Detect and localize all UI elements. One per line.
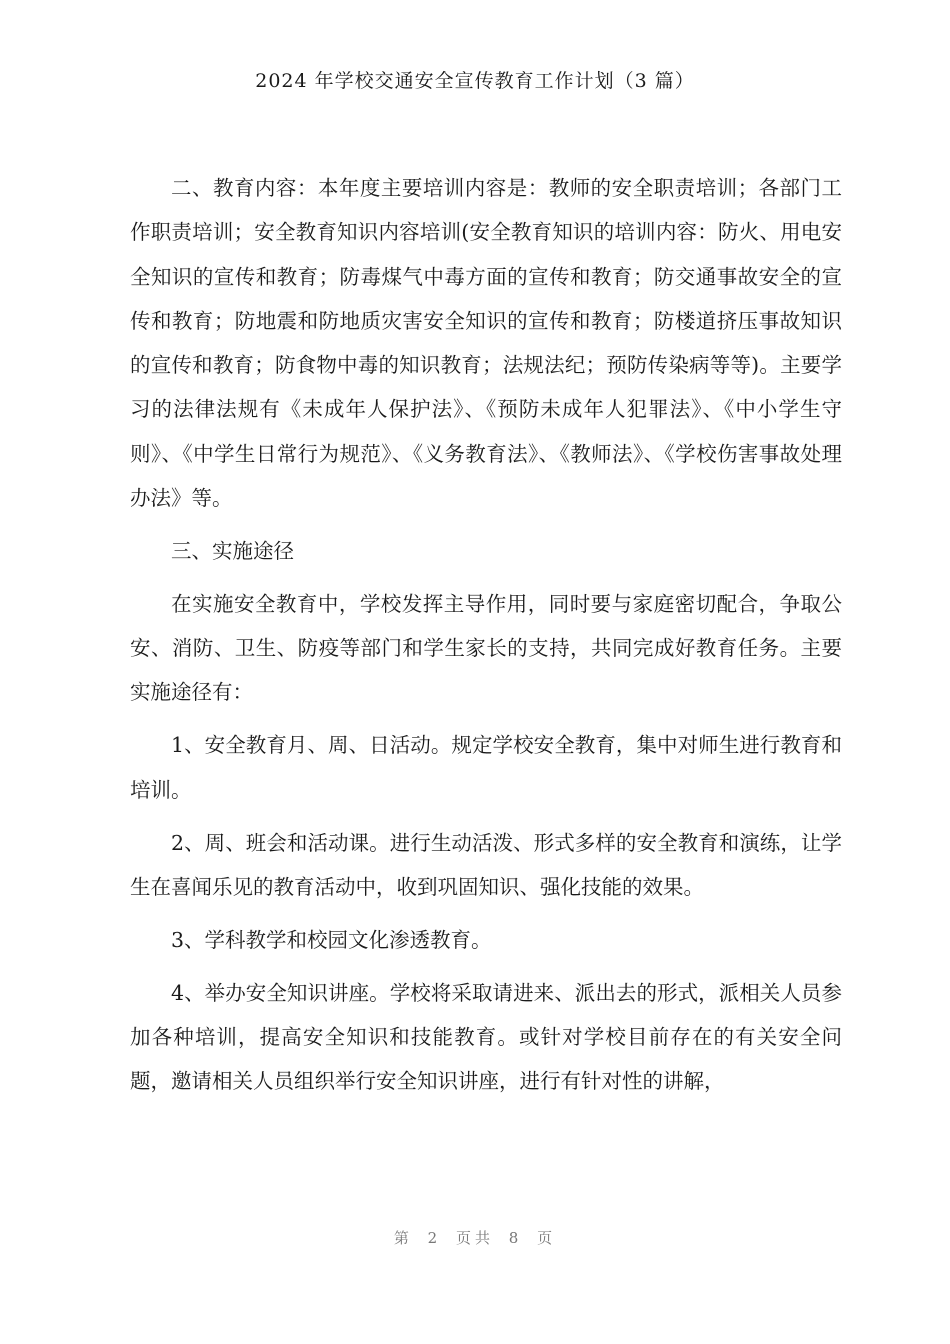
paragraph-education-content: 二、教育内容：本年度主要培训内容是：教师的安全职责培训；各部门工作职责培训；安全教育知识内容培训(安全教育知识的培训内容：防火、用电安全知识的宣传和教育；防毒煤气中毒方面的宣传和教育；防交通事故安全的宣传和教育；防地震和防地质灾害安全知识的宣传和教育；防楼道挤压事故知识的宣传和教育；防食物中毒的知识教育；法规法纪；预防传染病等等)。主要学习的法律法规有《未成年人保护法》、《预防未成年人犯罪法》、《中小学生守则》、《中学生日常行为规范》、《义务教育法》、《教师法》、《学校伤害事故处理办法》等。: [130, 176, 842, 511]
list-item-1: 1、安全教育月、周、日活动。规定学校安全教育，集中对师生进行教育和培训。: [130, 733, 842, 802]
list-item-3: 3、学科教学和校园文化渗透教育。: [171, 927, 492, 952]
list-item-2: 2、周、班会和活动课。进行生动活泼、形式多样的安全教育和演练，让学生在喜闻乐见的教育活动中，收到巩固知识、强化技能的效果。: [130, 830, 842, 899]
document-body: [130, 166, 842, 1112]
paragraph-implementation-intro: 在实施安全教育中，学校发挥主导作用，同时要与家庭密切配合，争取公安、消防、卫生、防疫等部门和学生家长的支持，共同完成好教育任务。主要实施途径有：: [130, 591, 842, 705]
document-title: 2024 年学校交通安全宣传教育工作计划（3 篇）: [255, 70, 695, 92]
page-number: 第 2 页共 8 页: [393, 1229, 557, 1247]
list-item-4: 4、举办安全知识讲座。学校将采取请进来、派出去的形式，派相关人员参加各种培训，提高安全知识和技能教育。或针对学校目前存在的有关安全问题，邀请相关人员组织举行安全知识讲座，进行有针对性的讲解，: [130, 980, 842, 1094]
section-heading-implementation: 三、实施途径: [171, 538, 294, 563]
